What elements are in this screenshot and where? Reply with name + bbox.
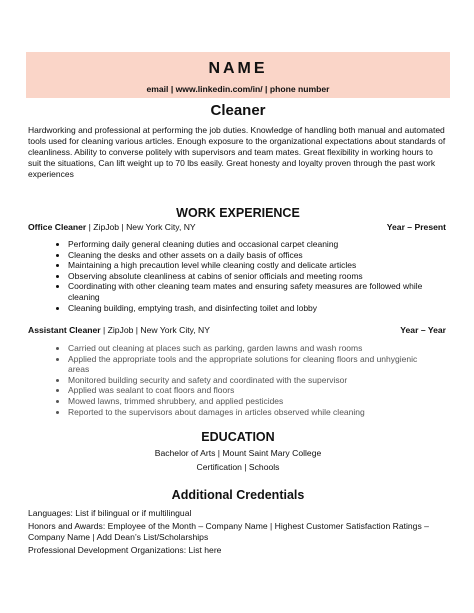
resume-title: Cleaner (210, 102, 266, 119)
list-item: • Reported to the supervisors about damages in articles observed while cleaning (68, 407, 423, 418)
job-employer-location: | ZipJob | New York City, NY (100, 325, 210, 335)
header-banner (26, 52, 450, 98)
education-certification: Certification | Schools (196, 462, 280, 472)
job-header-assistant-cleaner (28, 325, 446, 335)
job-dates: Year – Present (386, 222, 446, 232)
list-item: • Cleaning building, emptying trash, and disinfecting toilet and lobby (68, 303, 423, 314)
list-item: • Monitored building security and safety and coordinated with the supervisor (68, 375, 423, 386)
credentials-heading: Additional Credentials (171, 488, 305, 502)
candidate-name: NAME (208, 60, 268, 77)
list-item: • Mowed lawns, trimmed shrubbery, and applied pesticides (68, 396, 423, 407)
job-role: Assistant Cleaner (28, 325, 101, 335)
list-item: • Cleaning the desks and other assets on a daily basis of offices (68, 250, 423, 261)
duties-list-assistant-cleaner (56, 343, 423, 417)
education-degree: Bachelor of Arts | Mount Saint Mary College (154, 448, 322, 458)
job-dates: Year – Year (400, 325, 446, 335)
list-item: • Applied was sealant to coat floors and floors (68, 385, 423, 396)
contact-line: email | www.linkedin.com/in/ | phone number (146, 84, 330, 94)
duties-list-office-cleaner (56, 239, 423, 313)
list-item: • Carried out cleaning at places such as parking, garden lawns and wash rooms (68, 343, 423, 354)
credentials-languages: Languages: List if bilingual or if multilingual (28, 508, 192, 518)
job-role: Office Cleaner (28, 222, 87, 232)
job-header-office-cleaner (28, 222, 446, 232)
credentials-organizations: Professional Development Organizations: List here (28, 545, 222, 555)
job-employer-location: | ZipJob | New York City, NY (86, 222, 196, 232)
work-experience-heading: WORK EXPERIENCE (176, 206, 300, 220)
list-item: • Applied the appropriate tools and the appropriate solutions for cleaning floors and unhygienic areas (68, 354, 423, 375)
list-item: • Coordinating with other cleaning team mates and ensuring safety measures are followed while cleaning (68, 281, 423, 302)
list-item: • Maintaining a high precaution level while cleaning costly and delicate articles (68, 260, 423, 271)
education-heading: EDUCATION (201, 430, 275, 444)
credentials-honors: Honors and Awards: Employee of the Month – Company Name | Highest Customer Satisfaction Ratings – Company Name | Add Dean’s List/Scholarships (28, 521, 429, 542)
list-item: • Observing absolute cleanliness at cabins of senior officials and meeting rooms (68, 271, 423, 282)
list-item: • Performing daily general cleaning duties and occasional carpet cleaning (68, 239, 423, 250)
summary-paragraph: Hardworking and professional at performing the job duties. Knowledge of handling both manual and automated tools used for cleaning various articles. Enough exposure to the organizational expectations about standards of cleanliness. Ability to converse politely with supervisors and team mates. Great flexibility in working hours to suit the situations, Can lift weight up to 70 lbs easily. Great honesty and loyalty proven through the past work experiences (28, 125, 446, 179)
